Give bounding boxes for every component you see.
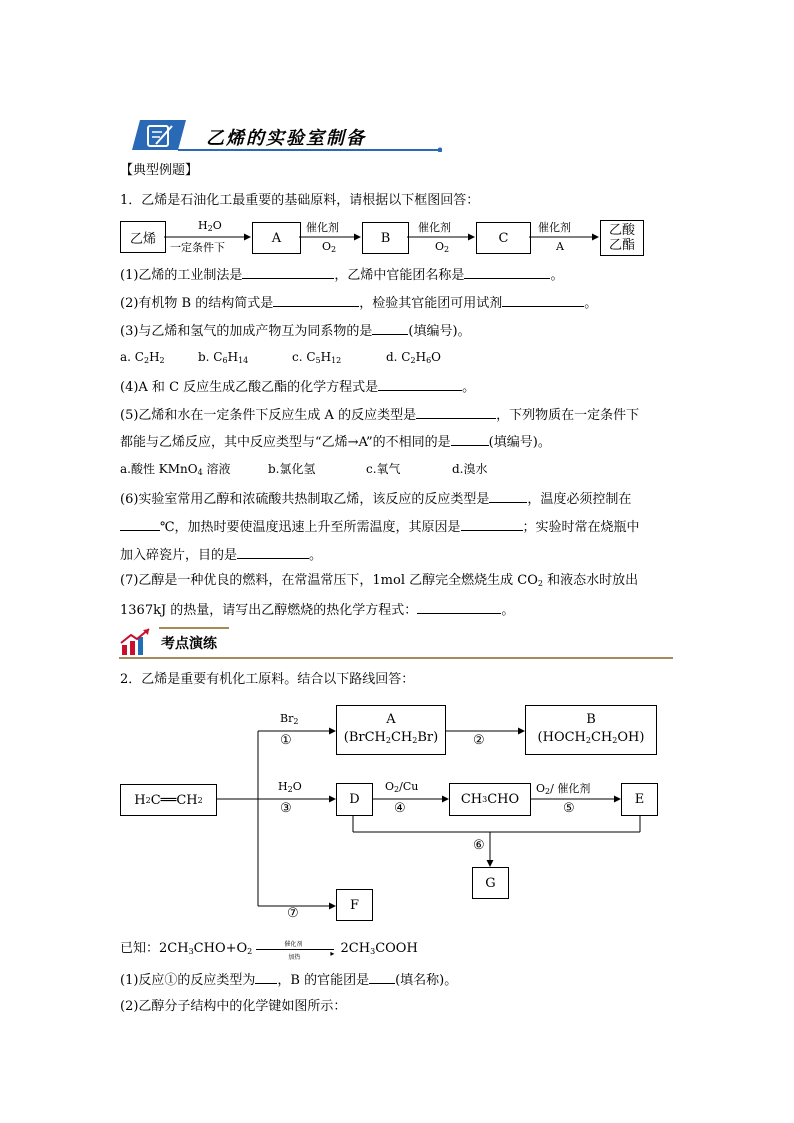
box-b-formula: $(HOCH_2CH_2OH)$ [537,729,645,745]
option-c: c. $C_5H_{12}$ [292,350,342,365]
h2o-label: $H_2O$ [278,780,302,794]
ethylene-box: H 2 C══CH 2 [120,784,217,816]
flow-box-c: C [476,222,531,254]
known-equation: 已知：$2CH_3CHO+O_2$ 催化剂 ▸ 加热 $2CH_3COOH$ [120,940,418,961]
br2-label: $Br_2$ [280,712,299,726]
flow-catalyst-2: 催化剂 [418,221,451,234]
option-b: b. $C_6H_{14}$ [198,350,249,365]
product-line-1: 乙酸 [608,223,635,238]
reaction-arrow: 催化剂 ▸ 加热 [256,942,336,956]
box-a [336,705,446,755]
flow-condition-label: 一定条件下 [170,241,225,254]
box-b-title: B [586,711,596,727]
q1-part-5-line1: (5)乙烯和水在一定条件下反应生成 A 的反应类型是 ，下列物质在一定条件下 [120,408,640,423]
box-e: E [621,783,658,816]
box-b [525,705,657,755]
o2cu-label: $O_2/Cu$ [385,780,419,794]
q1-part-5-line2: 都能与乙烯反应，其中反应类型与“乙烯→A”的不相同的是 (填编号)。 [120,435,551,450]
q1-part-1: (1)乙烯的工业制法是 ，乙烯中官能团名称是 。 [120,268,564,283]
flow-a-label: A [556,240,564,253]
flow-o2-1: $O_2$ [322,240,337,254]
q1-part-6-line3: 加入碎瓷片，目的是 。 [120,548,323,563]
flow-box-ethylene: 乙烯 [120,221,166,253]
flow-catalyst-1: 催化剂 [306,221,339,234]
q1-part-3: (3)与乙烯和氢气的加成产物互为同系物的是 (填编号)。 [120,324,471,339]
step-3-number: ③ [280,801,292,816]
product-line-2: 乙酯 [608,238,635,253]
option-a: a.酸性 KMnO$_4$ 溶液 [120,462,231,477]
step-7-number: ⑦ [287,906,299,921]
step-4-number: ④ [394,801,406,816]
section-label: 【典型例题】 [120,163,199,178]
option-d: d.溴水 [452,462,488,476]
option-d: d. $C_2H_6O$ [386,350,441,365]
step-2-number: ② [473,733,485,748]
flow-o2-2: $O_2$ [435,240,450,254]
q2-part-2: (2)乙醇分子结构中的化学键如图所示： [120,999,347,1014]
question-1-intro: 1．乙烯是石油化工最重要的基础原料，请根据以下框图回答： [120,193,480,208]
flow-box-b: B [362,222,409,254]
step-5-number: ⑤ [563,801,575,816]
q1-part-6-line2: ℃，加热时要使温度迅速上升至所需温度，其原因是 ；实验时常在烧瓶中 [120,518,640,536]
flow-catalyst-3: 催化剂 [538,221,571,234]
box-d: D [336,783,373,816]
box-ch3cho: CH 3 CHO [449,783,531,816]
q2-part-1: (1)反应①的反应类型为 ，B 的官能团是 (填名称)。 [120,973,458,988]
q1-part-7-line1: (7)乙醇是一种优良的燃料，在常温常压下，1mol 乙醇完全燃烧生成 $CO_2$ 和液态水时放出 [120,573,639,588]
option-a: a. $C_2H_2$ [120,350,165,365]
flow-box-a: A [252,222,301,254]
step-1-number: ① [280,733,292,748]
box-g: G [472,867,509,899]
q1-part-4: (4)A 和 C 反应生成乙酸乙酯的化学方程式是 。 [120,380,476,395]
q1-part-2: (2)有机物 B 的结构简式是 ，检验其官能团可用试剂 。 [120,296,598,311]
box-f: F [336,889,373,921]
question-2-intro: 2．乙烯是重要有机化工原料。结合以下路线回答： [120,672,415,687]
section-2-label: 考点演练 [161,636,217,652]
step-6-number: ⑥ [473,838,485,853]
q1-part-7-line2: 1367kJ 的热量，请写出乙醇燃烧的热化学方程式： 。 [120,603,515,618]
o2-catalyst-label: $O_2/$ 催化剂 [536,782,591,796]
flow-water-label: $H_2O$ [198,219,222,233]
option-b: b.氯化氢 [268,462,316,476]
option-c: c.氧气 [366,462,401,476]
q1-part-6-line1: (6)实验室常用乙醇和浓硫酸共热制取乙烯，该反应的反应类型是 ，温度必须控制在 [120,492,632,507]
page-title: 乙烯的实验室制备 [206,128,366,149]
box-a-title: A [386,711,396,727]
box-a-formula: $(BrCH_2CH_2Br)$ [343,729,439,745]
